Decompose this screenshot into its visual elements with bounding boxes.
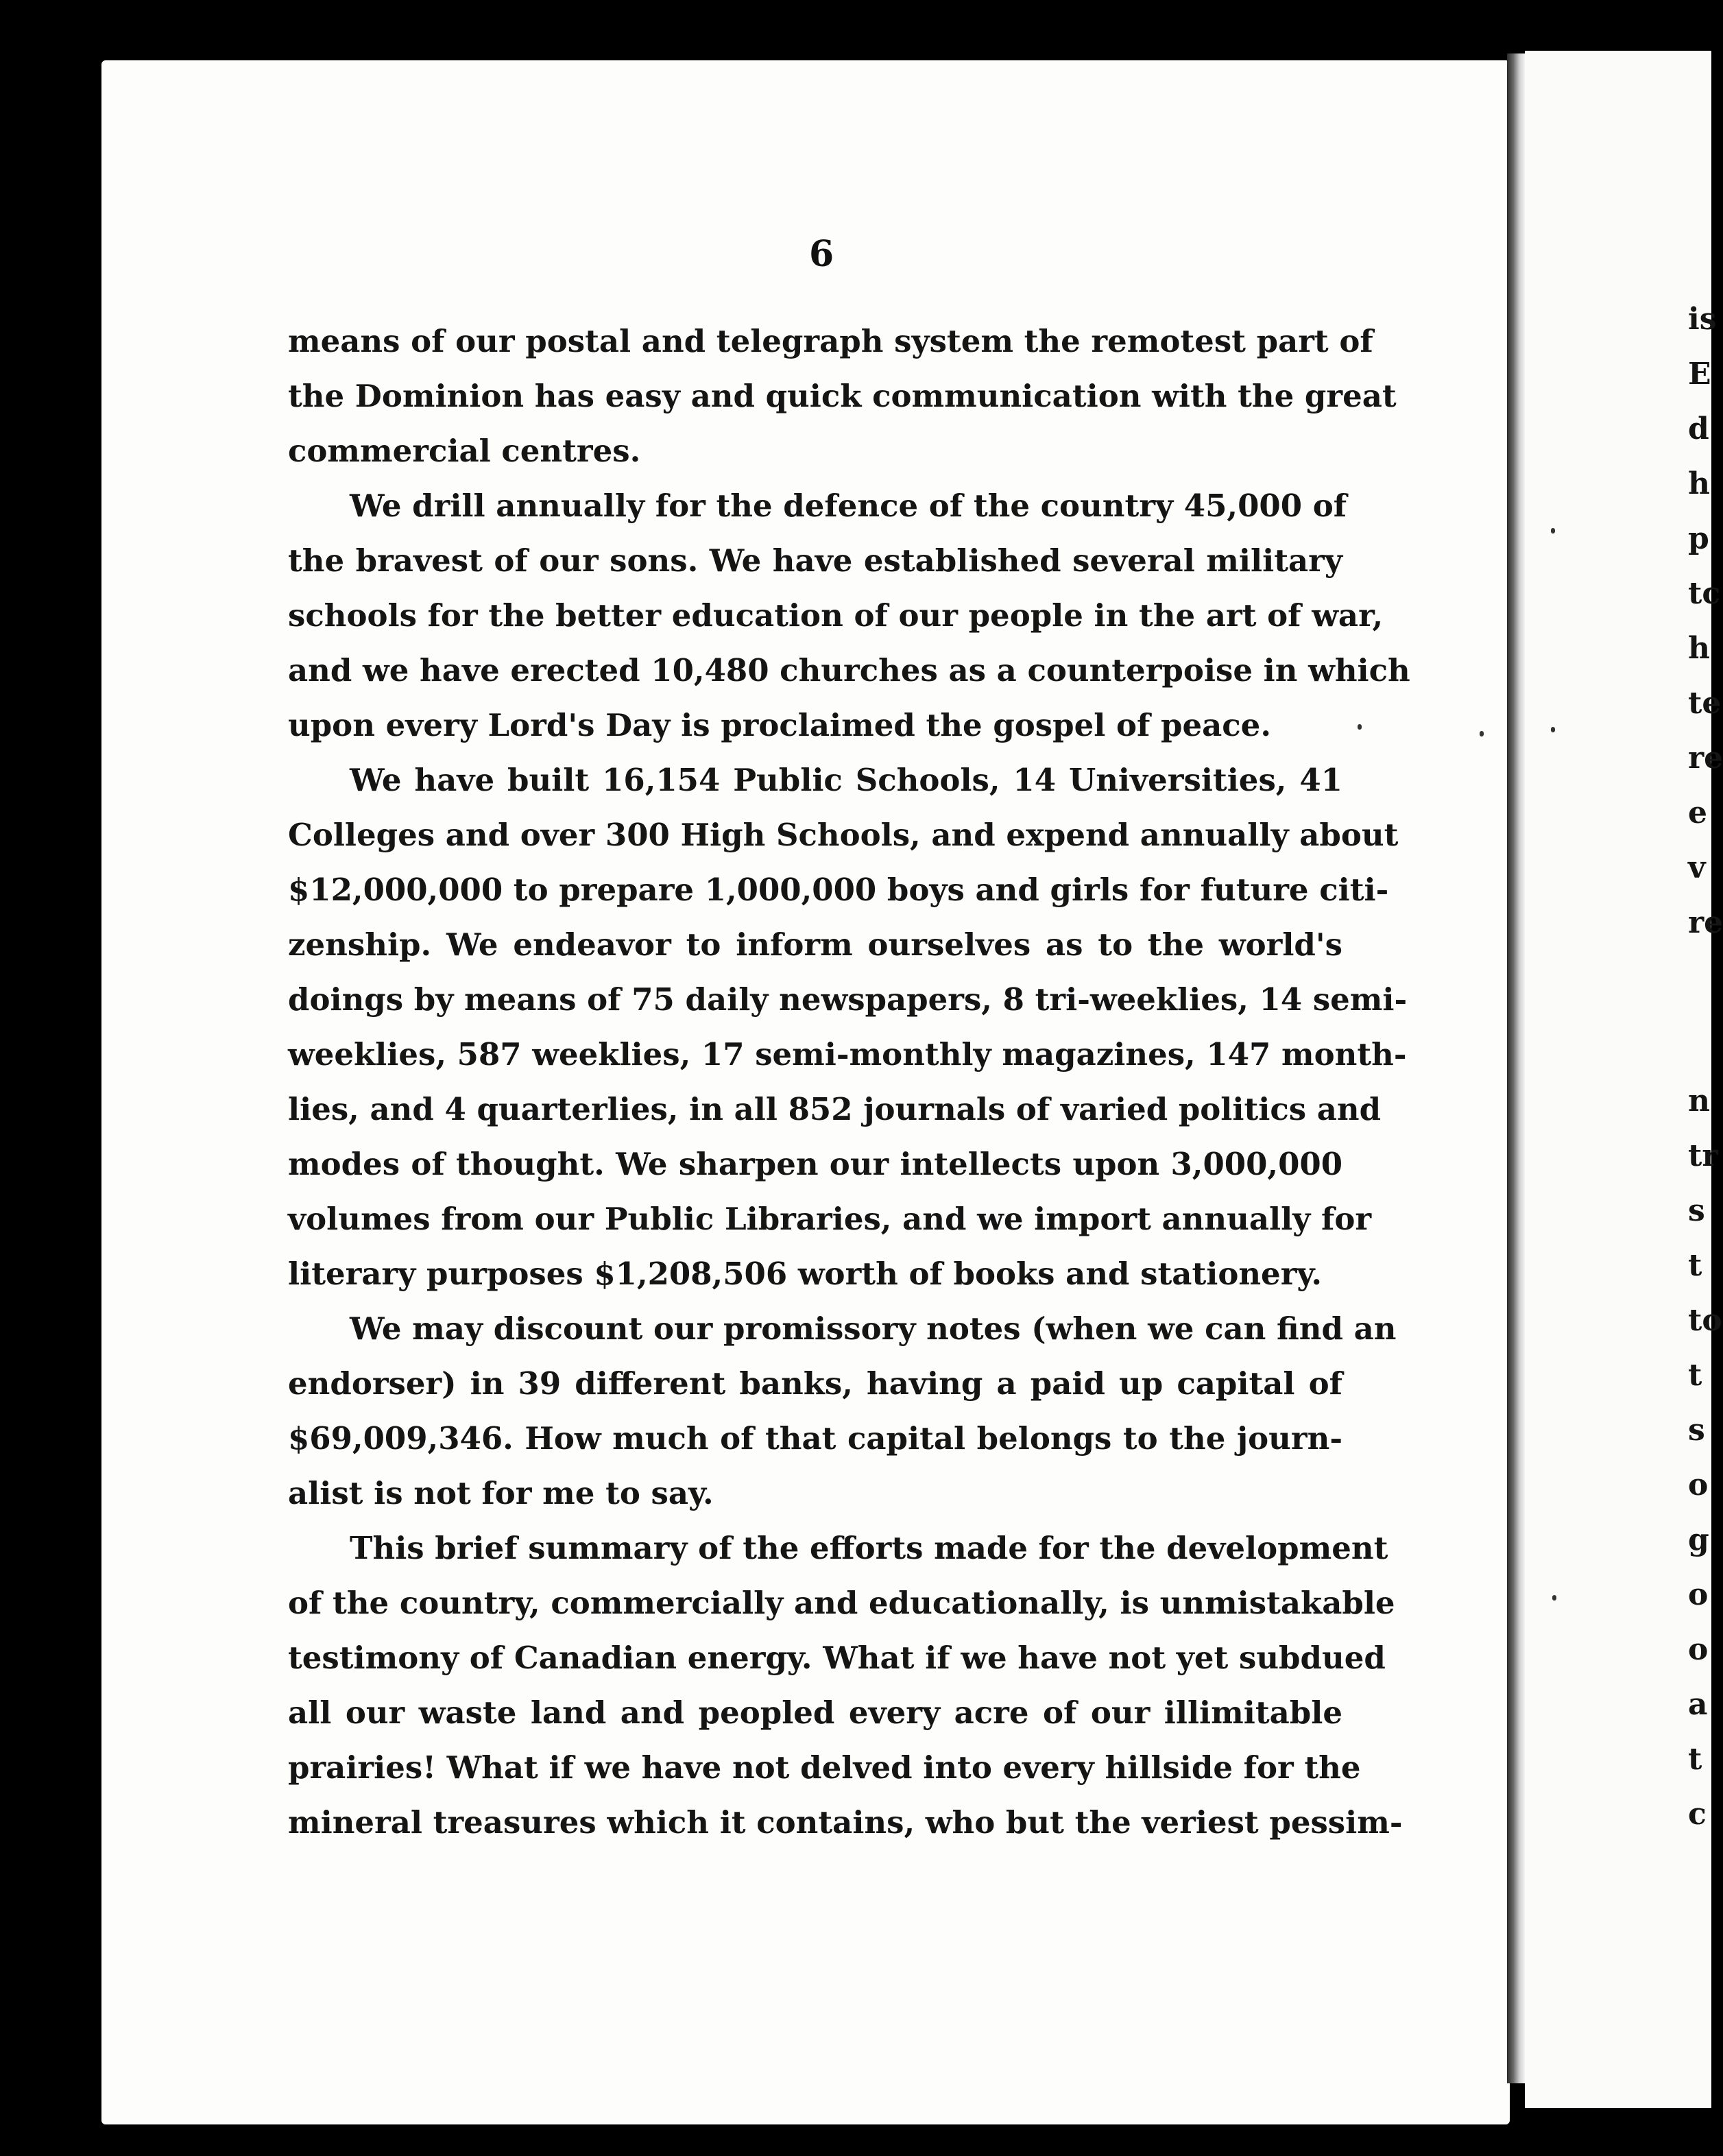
- text-line: zenship. We endeavor to inform ourselves as to the world's: [288, 926, 1342, 963]
- text-line: commercial centres.: [288, 433, 641, 469]
- text-line: doings by means of 75 daily newspapers, 8 tri-weeklies, 14 semi-: [288, 981, 1408, 1018]
- right-page-fragment: v: [1688, 850, 1706, 885]
- text-line: literary purposes $1,208,506 worth of books and stationery.: [288, 1256, 1323, 1292]
- right-page-fragment: re: [1688, 905, 1723, 940]
- right-page-fragment: a: [1688, 1687, 1708, 1722]
- right-page-fragment: o: [1688, 1468, 1709, 1502]
- right-page-fragment: h: [1688, 631, 1710, 666]
- text-line: all our waste land and peopled every acre of our illimitable: [288, 1694, 1342, 1731]
- right-page-fragment: E: [1688, 357, 1711, 392]
- right-page-fragment: t: [1688, 1742, 1702, 1777]
- right-page-fragment: tc: [1688, 576, 1721, 611]
- right-page-fragment: is: [1688, 302, 1717, 337]
- text-line: We have built 16,154 Public Schools, 14 Universities, 41: [350, 762, 1342, 798]
- text-line: This brief summary of the efforts made for the development: [350, 1530, 1388, 1566]
- right-page-fragment: p: [1688, 521, 1709, 556]
- text-line: volumes from our Public Libraries, and we import annually for: [288, 1201, 1372, 1237]
- right-page-fragment: n: [1688, 1083, 1710, 1118]
- text-line: schools for the better education of our people in the art of war,: [288, 597, 1384, 634]
- right-page-fragment: tr: [1688, 1138, 1718, 1173]
- right-page-fragment: g: [1688, 1522, 1709, 1557]
- right-page-fragment: c: [1688, 1797, 1707, 1832]
- right-page: [1525, 51, 1711, 2108]
- text-line: We may discount our promissory notes (when we can find an: [350, 1310, 1397, 1347]
- scan-speck: [1552, 1595, 1556, 1601]
- right-page-fragment: to: [1688, 1303, 1722, 1338]
- text-line: the Dominion has easy and quick communication with the great: [288, 378, 1397, 414]
- text-line: mineral treasures which it contains, who but the veriest pessim-: [288, 1804, 1403, 1841]
- scan-speck: [1358, 724, 1362, 730]
- right-page-fragment: re: [1688, 741, 1723, 776]
- text-line: We drill annually for the defence of the country 45,000 of: [350, 488, 1347, 524]
- text-line: the bravest of our sons. We have established several military: [288, 542, 1342, 579]
- scan-speck: [1551, 727, 1555, 732]
- right-page-fragment: te: [1688, 686, 1722, 721]
- text-line: testimony of Canadian energy. What if we have not yet subdued: [288, 1640, 1386, 1676]
- right-page-fragment: o: [1688, 1632, 1709, 1667]
- right-page-fragment: o: [1688, 1577, 1709, 1612]
- text-line: lies, and 4 quarterlies, in all 852 journals of varied politics and: [288, 1091, 1382, 1127]
- text-line: prairies! What if we have not delved into every hillside for the: [288, 1749, 1361, 1786]
- text-line: and we have erected 10,480 churches as a counterpoise in which: [288, 652, 1410, 688]
- right-page-fragment: h: [1688, 466, 1710, 501]
- text-line: weeklies, 587 weeklies, 17 semi-monthly magazines, 147 month-: [288, 1036, 1407, 1073]
- text-line: means of our postal and telegraph system the remotest part of: [288, 323, 1373, 359]
- right-page-fragment: s: [1688, 1413, 1705, 1448]
- text-line: endorser) in 39 different banks, having a paid up capital of: [288, 1365, 1342, 1402]
- text-line: upon every Lord's Day is proclaimed the gospel of peace.: [288, 707, 1271, 743]
- right-page-fragment: t: [1688, 1358, 1702, 1393]
- right-page-fragment: s: [1688, 1193, 1705, 1228]
- page-text: [288, 314, 1410, 1850]
- page-number: 6: [809, 233, 834, 275]
- text-line: $12,000,000 to prepare 1,000,000 boys and girls for future citi-: [288, 872, 1389, 908]
- text-line: Colleges and over 300 High Schools, and expend annually about: [288, 817, 1399, 853]
- book-gutter: [1507, 53, 1525, 2083]
- scan-speck: [1480, 731, 1484, 736]
- text-line: of the country, commercially and educationally, is unmistakable: [288, 1585, 1395, 1621]
- right-page-fragment: e: [1688, 795, 1707, 830]
- right-page-fragment: d: [1688, 411, 1709, 446]
- right-page-fragment: t: [1688, 1248, 1702, 1283]
- text-line: modes of thought. We sharpen our intellects upon 3,000,000: [288, 1146, 1342, 1182]
- text-line: $69,009,346. How much of that capital belongs to the journ-: [288, 1420, 1342, 1457]
- text-line: alist is not for me to say.: [288, 1475, 714, 1511]
- scan-speck: [1551, 528, 1555, 534]
